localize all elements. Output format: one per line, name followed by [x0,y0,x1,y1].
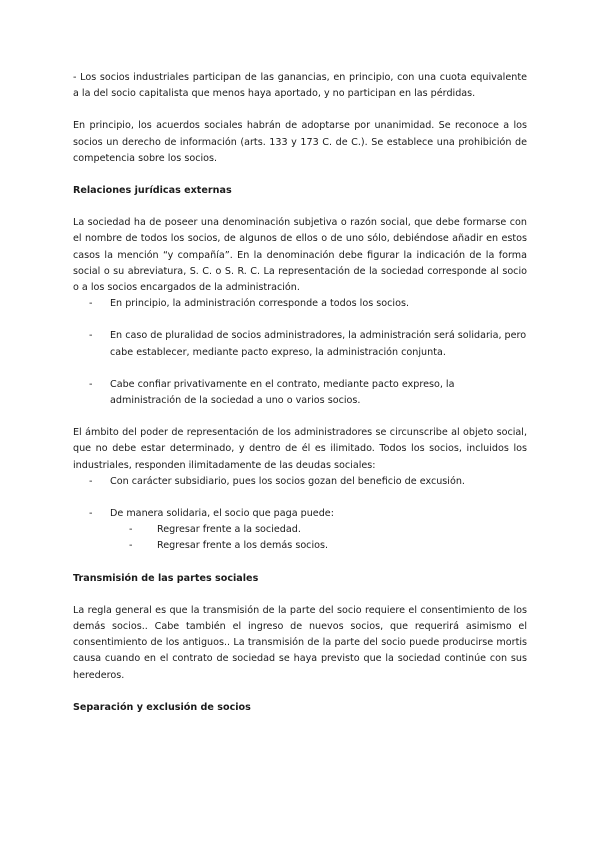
list-item: - Cabe confiar privativamente en el contrato, mediante pacto expreso, la administración de la sociedad a uno o varios socios. [73,377,527,409]
list-item: - En caso de pluralidad de socios administradores, la administración será solidaria, pero cabe establecer, mediante pacto expreso, la administración conjunta. [73,328,527,360]
list-responsabilidad-deudas [73,474,527,522]
list-administracion [73,296,527,409]
list-item: - En principio, la administración corresponde a todos los socios. [73,296,527,312]
heading-separacion-exclusion: Separación y exclusión de socios [73,701,251,713]
paragraph-acuerdos-sociales: En principio, los acuerdos sociales habrán de adoptarse por unanimidad. Se reconoce a los socios un derecho de información (arts. 133 y 173 C. de C.). Se establece una prohibición de competencia sobre los socios. [73,120,527,164]
paragraph-ambito-representacion: El ámbito del poder de representación de los administradores se circunscribe al objeto social, que no debe estar determinado, y dentro de él es ilimitado. Todos los socios, incluidos los industriales, responden ilimitadamente de las deudas sociales: [73,427,527,471]
list-item: - Regresar frente a la sociedad. [73,522,527,538]
heading-transmision: Transmisión de las partes sociales [73,572,259,584]
paragraph-transmision: La regla general es que la transmisión de la parte del socio requiere el consentimiento de los demás socios.. Cabe también el ingreso de nuevos socios, que requerirá asimismo el consentimiento de los antiguos.. La transmisión de la parte del socio puede producirse mortis causa cuando en el contrato de sociedad se haya previsto que la sociedad continúe con sus herederos. [73,604,527,681]
list-item: - Regresar frente a los demás socios. [73,538,527,554]
heading-relaciones-externas: Relaciones jurídicas externas [73,185,232,197]
sublist-regresar [73,522,527,554]
document-body [73,70,527,716]
list-item: - De manera solidaria, el socio que paga puede: [73,506,527,522]
list-item: - Con carácter subsidiario, pues los socios gozan del beneficio de excusión. [73,474,527,490]
paragraph-socios-industriales: - Los socios industriales participan de las ganancias, en principio, con una cuota equivalente a la del socio capitalista que menos haya aportado, y no participan en las pérdidas. [73,72,527,100]
paragraph-denominacion: La sociedad ha de poseer una denominación subjetiva o razón social, que debe formarse con el nombre de todos los socios, de algunos de ellos o de uno sólo, debiéndose añadir en estos casos la mención “y compañía”. En la denominación debe figurar la indicación de la forma social o su abreviatura, S. C. o S. R. C. La representación de la sociedad corresponde al socio o a los socios encargados de la administración. [73,217,527,294]
